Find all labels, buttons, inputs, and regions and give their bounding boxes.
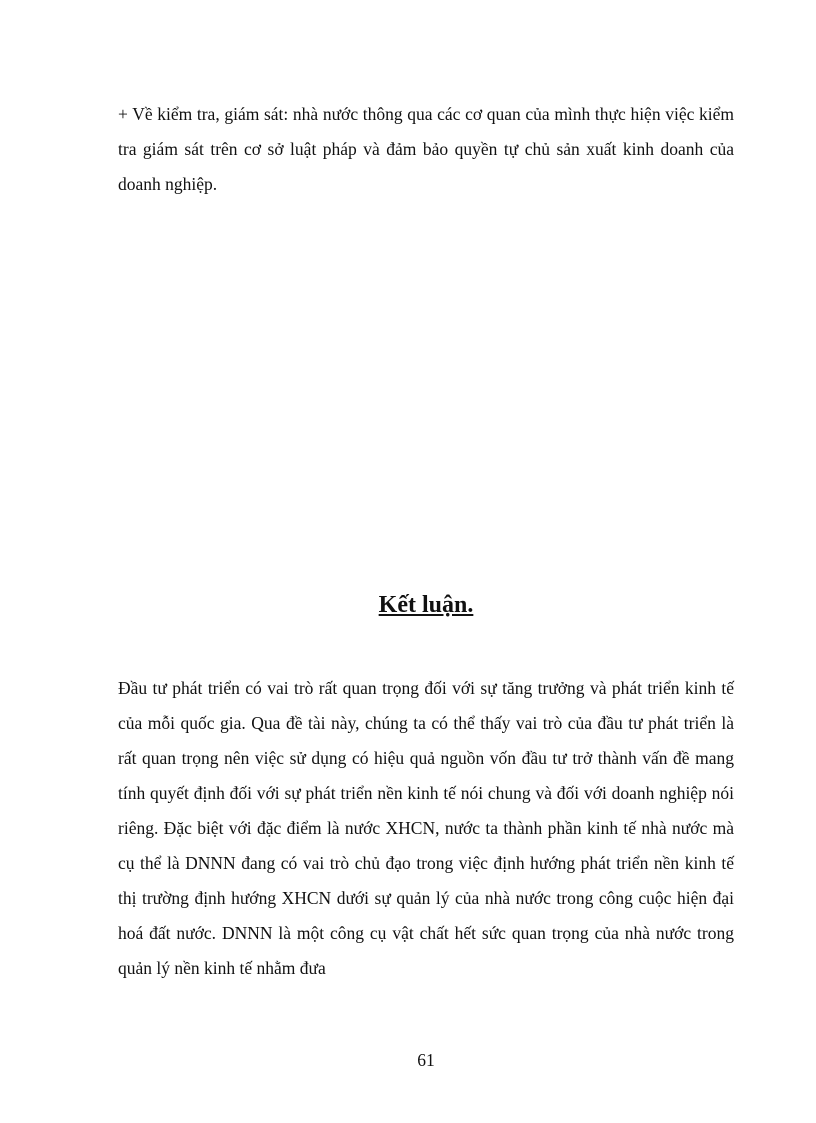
page-number: 61 [417, 1050, 435, 1070]
conclusion-paragraph: Đầu tư phát triển có vai trò rất quan trọng đối với sự tăng trưởng và phát triển kinh tế của mỗi quốc gia. Qua đề tài này, chúng ta có thể thấy vai trò của đầu tư phát triển là rất quan trọng nên việc sử dụng có hiệu quả nguồn vốn đầu tư trở thành vấn đề mang tính quyết định đối với sự phát triển nền kinh tế nói chung và đối với doanh nghiệp nói riêng. Đặc biệt với đặc điểm là nước XHCN, nước ta thành phần kinh tế nhà nước mà cụ thể là DNNN đang có vai trò chủ đạo trong việc định hướng phát triển nền kinh tế thị trường định hướng XHCN dưới sự quản lý của nhà nước trong công cuộc hiện đại hoá đất nước. DNNN là một công cụ vật chất hết sức quan trọng của nhà nước trong quản lý nền kinh tế nhằm đưa [118, 678, 734, 978]
intro-paragraph: + Về kiểm tra, giám sát: nhà nước thông qua các cơ quan của mình thực hiện việc kiểm tra giám sát trên cơ sở luật pháp và đảm bảo quyền tự chủ sản xuất kinh doanh của doanh nghiệp. [118, 104, 734, 194]
conclusion-heading: Kết luận. [378, 592, 474, 618]
